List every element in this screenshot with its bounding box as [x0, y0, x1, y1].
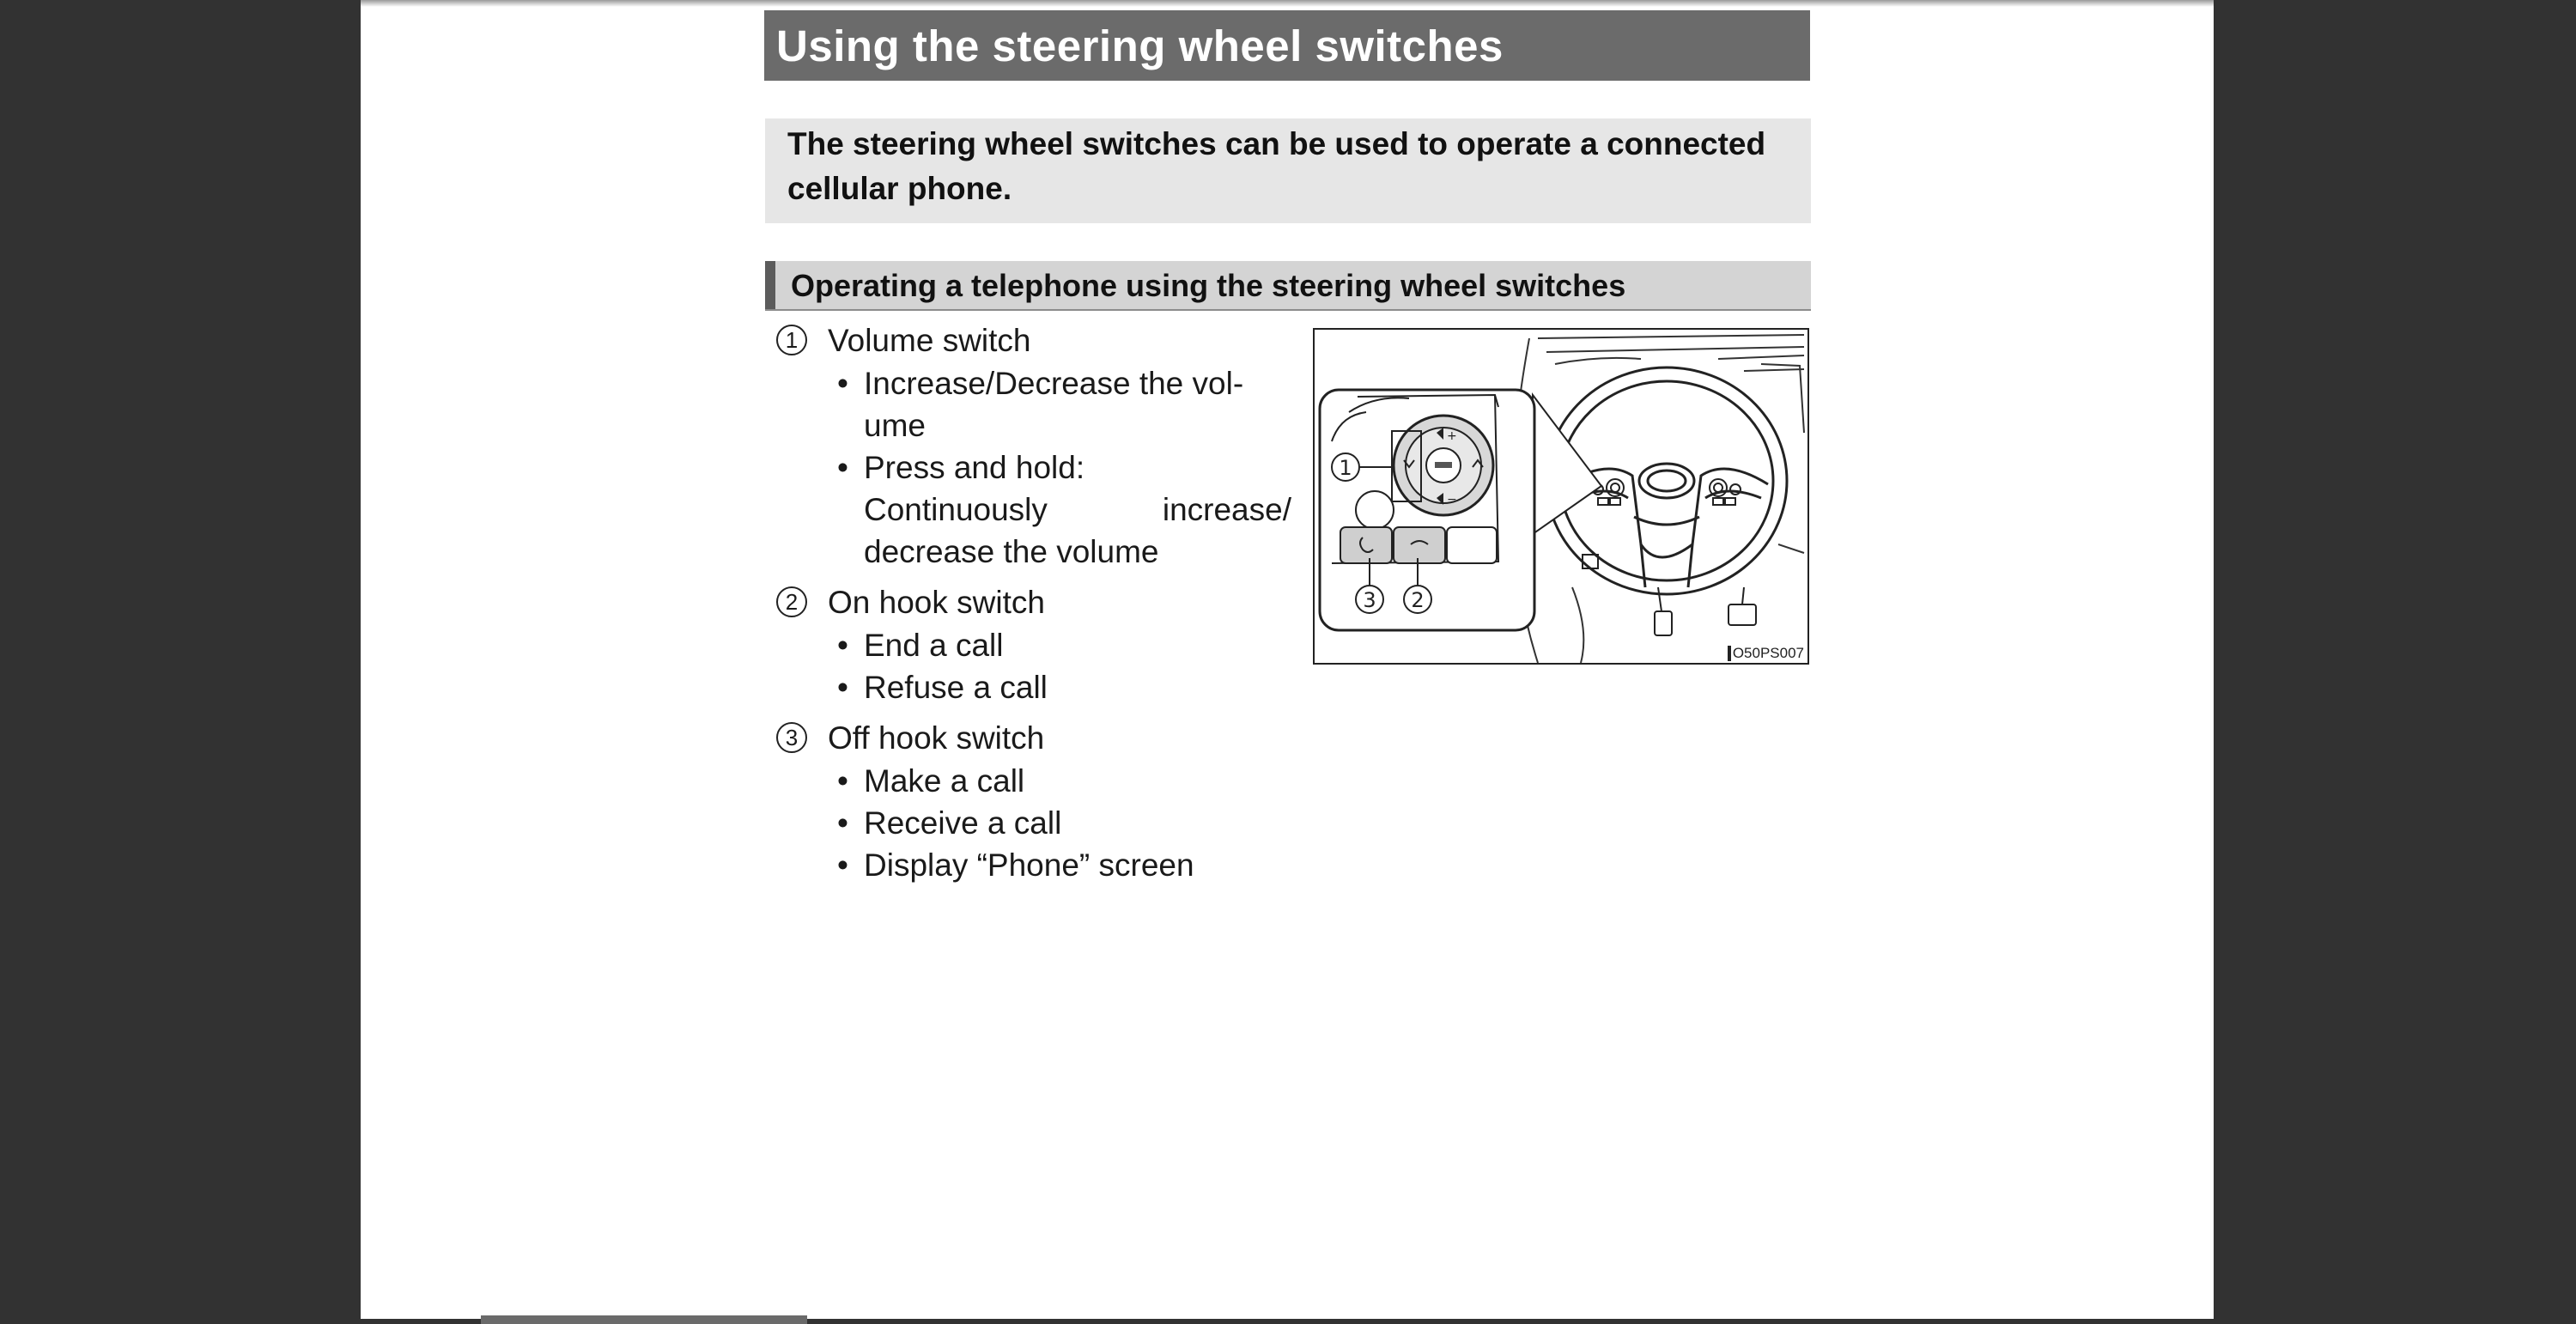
- bullet-item: [776, 446, 1291, 573]
- bullet-item: • Display “Phone” screen: [776, 844, 1291, 886]
- svg-text:−: −: [1447, 493, 1457, 507]
- steering-wheel-figure: [1313, 328, 1809, 665]
- item-number-1: 1: [776, 325, 807, 355]
- item-number-3: 3: [776, 722, 807, 753]
- list-item-volume-switch: [776, 319, 1291, 362]
- bullet-list: [776, 624, 1291, 708]
- list-item-off-hook-switch: [776, 717, 1291, 760]
- steering-wheel-illustration: [1315, 330, 1807, 663]
- switch-list: [776, 319, 1291, 895]
- intro-box: [765, 118, 1811, 223]
- list-item-on-hook-switch: [776, 581, 1291, 624]
- bullet-list: [776, 760, 1291, 886]
- bullet-item: • End a call: [776, 624, 1291, 666]
- figure-code: O50PS007: [1728, 646, 1804, 661]
- intro-text: The steering wheel switches can be used to operate a connected cellular phone.: [787, 126, 1766, 206]
- figure-callout-1: 1: [1339, 456, 1352, 480]
- section-accent: [765, 261, 775, 309]
- bullet-item: • Receive a call: [776, 802, 1291, 844]
- bullet-list: [776, 362, 1291, 573]
- bullet-item: • Refuse a call: [776, 666, 1291, 708]
- bullet-item: • Make a call: [776, 760, 1291, 802]
- section-heading: Operating a telephone using the steering wheel switches: [791, 268, 1626, 303]
- item-number-2: 2: [776, 586, 807, 617]
- bullet-line: Continuously increase/: [864, 492, 1291, 527]
- bullet-line: decrease the volume: [864, 534, 1159, 569]
- page-title-bar: [764, 10, 1810, 81]
- figure-callout-2: 2: [1411, 588, 1425, 612]
- bullet-line: Press and hold:: [864, 450, 1085, 485]
- bullet-line: Increase/Decrease the vol-: [864, 366, 1244, 401]
- section-heading-bar: [765, 261, 1811, 311]
- switch-closeup-panel: [1320, 390, 1601, 630]
- page-title: Using the steering wheel switches: [776, 21, 1504, 70]
- item-label: On hook switch: [828, 585, 1045, 620]
- bullet-line: ume: [864, 408, 926, 443]
- svg-text:+: +: [1447, 429, 1457, 443]
- figure-callout-3: 3: [1363, 588, 1376, 612]
- bullet-item: [776, 362, 1291, 446]
- item-label: Off hook switch: [828, 720, 1045, 756]
- page-top-edge: [361, 0, 2214, 7]
- item-label: Volume switch: [828, 323, 1031, 358]
- horizontal-scrollbar[interactable]: [481, 1315, 807, 1324]
